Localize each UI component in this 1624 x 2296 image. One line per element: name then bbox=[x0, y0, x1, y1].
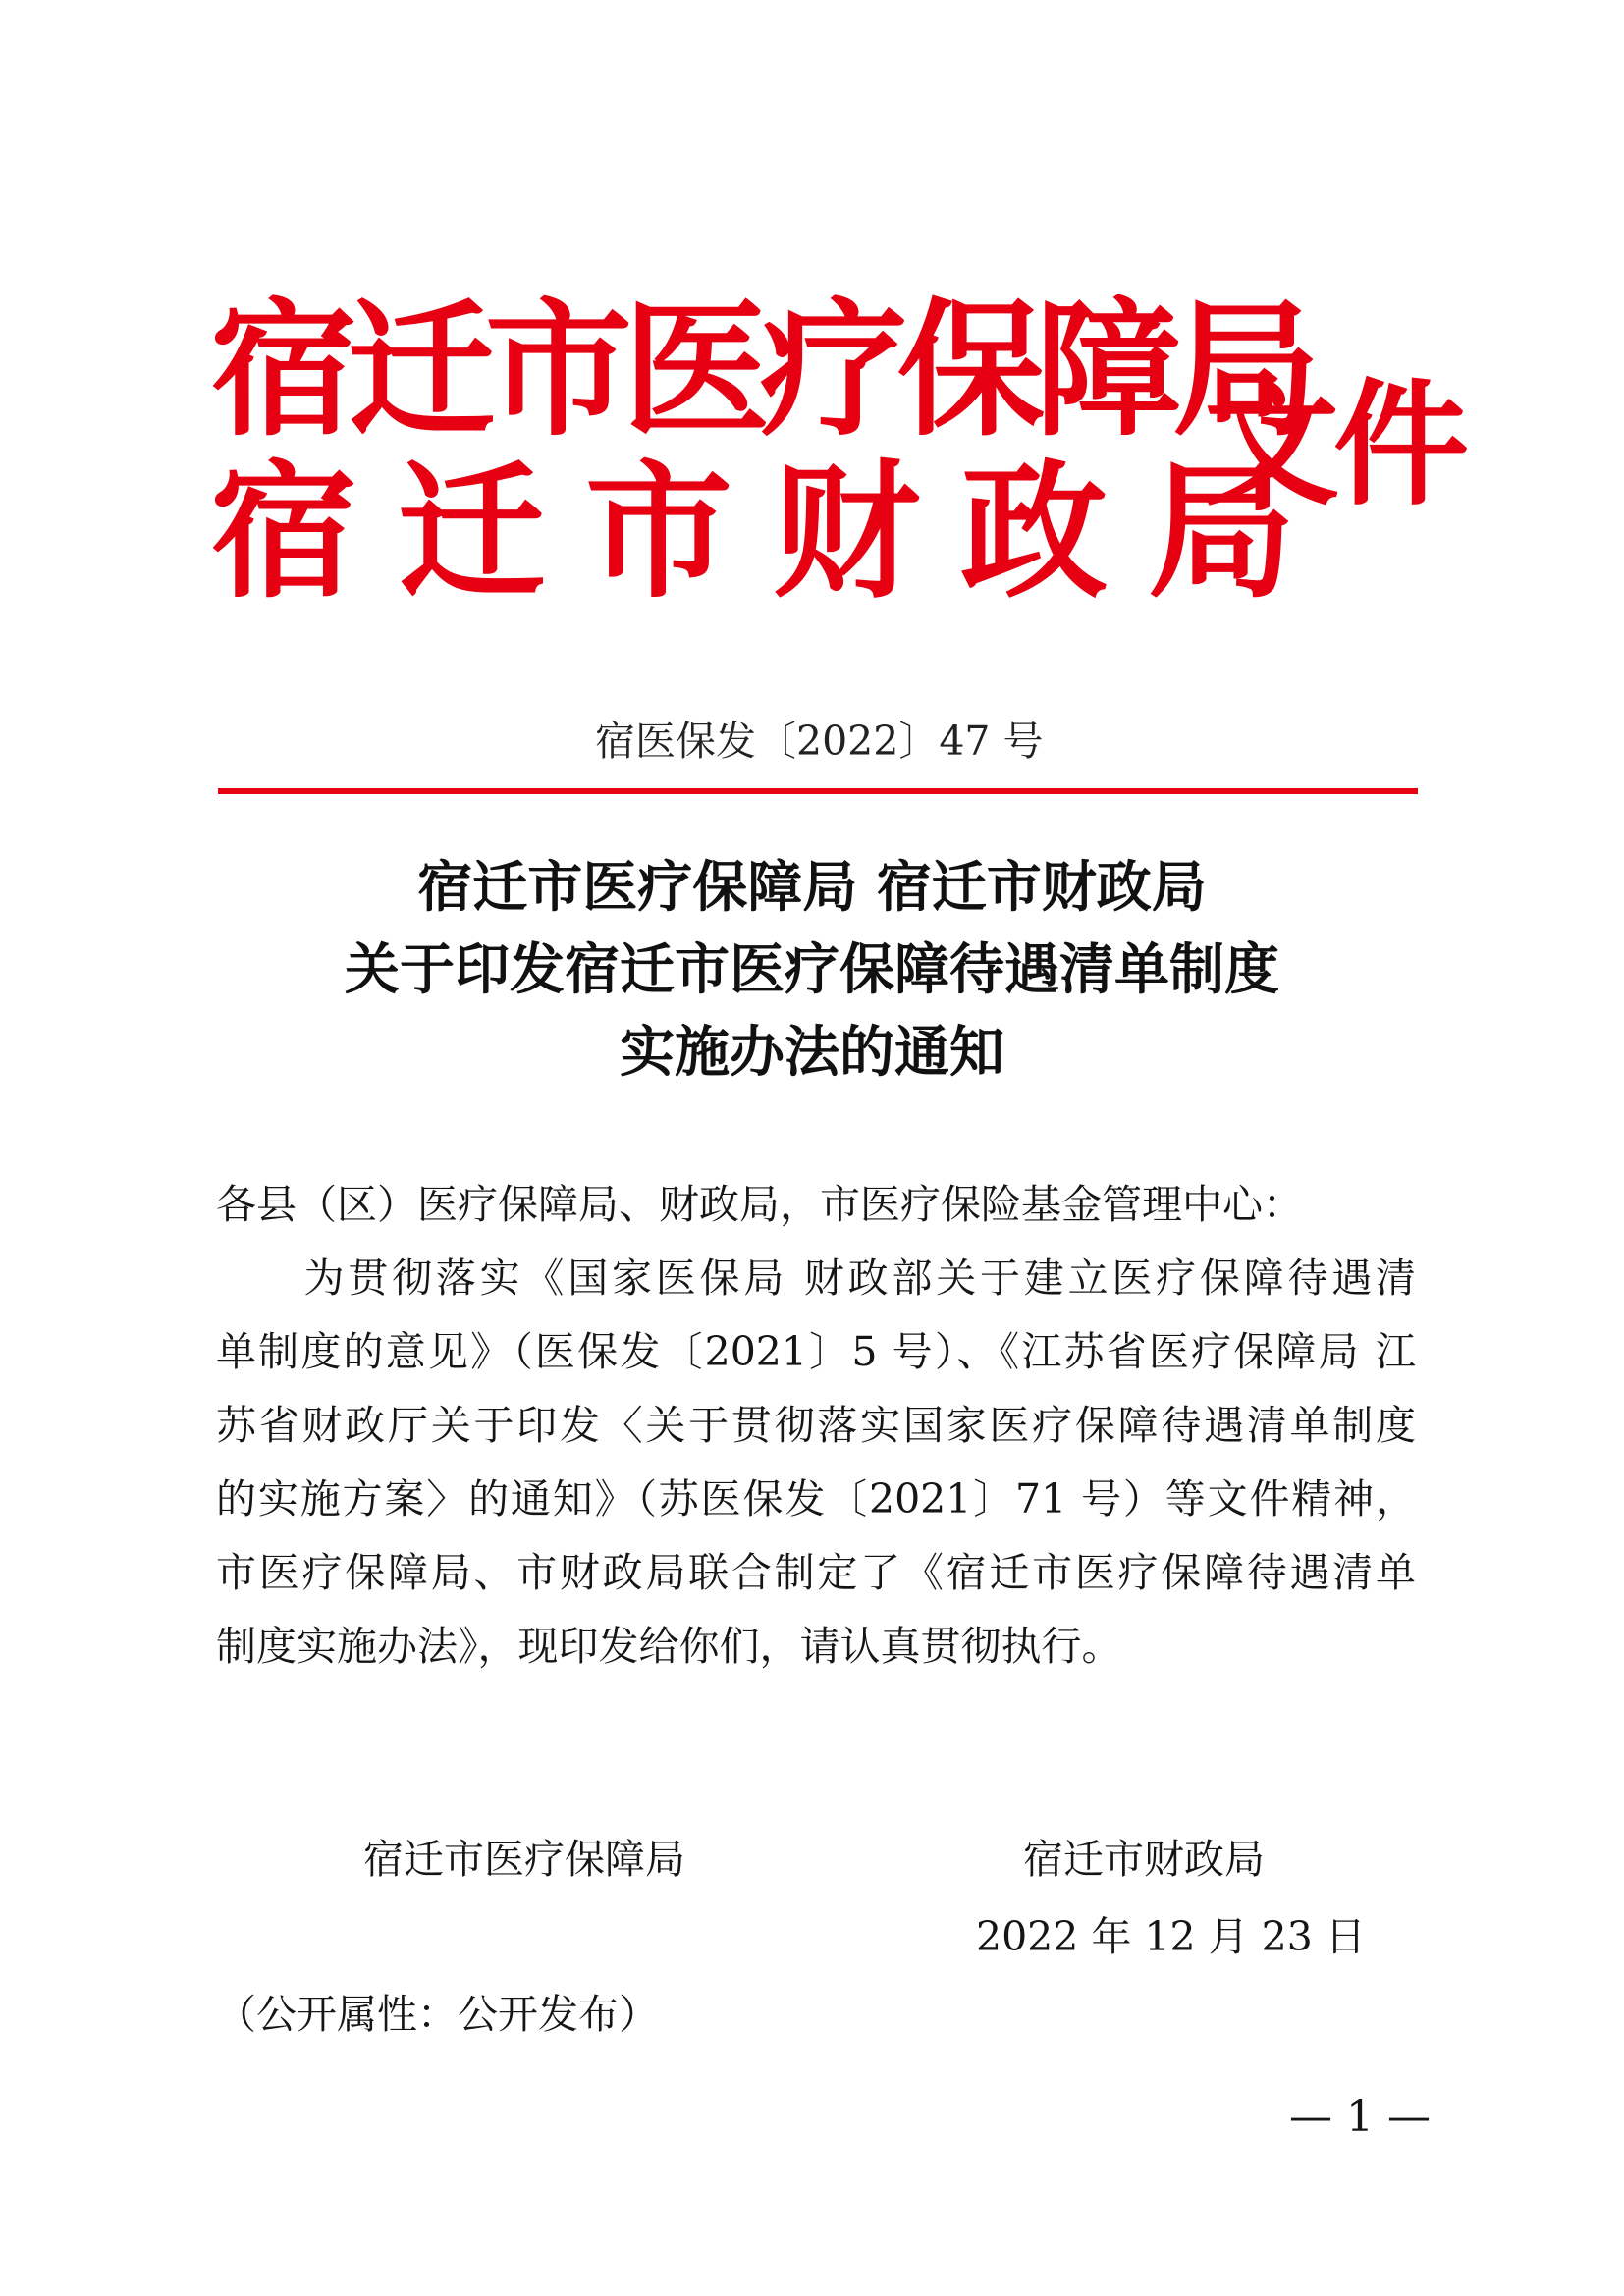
document-type-label: 文件 bbox=[1204, 364, 1464, 524]
body-paragraph-line: 制度实施办法》，现印发给你们，请认真贯彻执行。 bbox=[216, 1623, 1122, 1670]
body-paragraph-line: 市医疗保障局、市财政局联合制定了《宿迁市医疗保障待遇清单 bbox=[216, 1549, 1416, 1596]
document-number: 宿医保发〔2022〕47 号 bbox=[595, 718, 1044, 765]
disclosure-attribute: （公开属性：公开发布） bbox=[216, 1991, 659, 2038]
body-paragraph-line: 为贯彻落实《国家医保局 财政部关于建立医疗保障待遇清 bbox=[216, 1255, 1416, 1302]
issuer-name-finance-bureau: 宿迁市财政局 bbox=[210, 446, 1336, 618]
salutation: 各县（区）医疗保障局、财政局，市医疗保险基金管理中心： bbox=[216, 1181, 1303, 1228]
page-title-line-3: 实施办法的通知 bbox=[620, 1020, 1004, 1085]
body-paragraph-line: 的实施方案〉的通知》（苏医保发〔2021〕71 号）等文件精神， bbox=[216, 1475, 1416, 1522]
signature-finance-bureau: 宿迁市财政局 bbox=[1023, 1836, 1265, 1883]
issuer-name-medical-security-bureau: 宿迁市医疗保障局 bbox=[210, 284, 1311, 456]
page-title-line-2: 关于印发宿迁市医疗保障待遇清单制度 bbox=[345, 937, 1279, 1002]
page-number: — 1 — bbox=[1289, 2092, 1431, 2142]
red-separator-line bbox=[218, 788, 1418, 794]
body-paragraph-line: 苏省财政厅关于印发〈关于贯彻落实国家医疗保障待遇清单制度 bbox=[216, 1402, 1416, 1449]
body-paragraph-line: 单制度的意见》（医保发〔2021〕5 号）、《江苏省医疗保障局 江 bbox=[216, 1328, 1416, 1375]
page-title-line-1: 宿迁市医疗保障局 宿迁市财政局 bbox=[417, 855, 1207, 920]
signature-date: 2022 年 12 月 23 日 bbox=[976, 1913, 1366, 1960]
signature-medical-security-bureau: 宿迁市医疗保障局 bbox=[363, 1836, 685, 1883]
